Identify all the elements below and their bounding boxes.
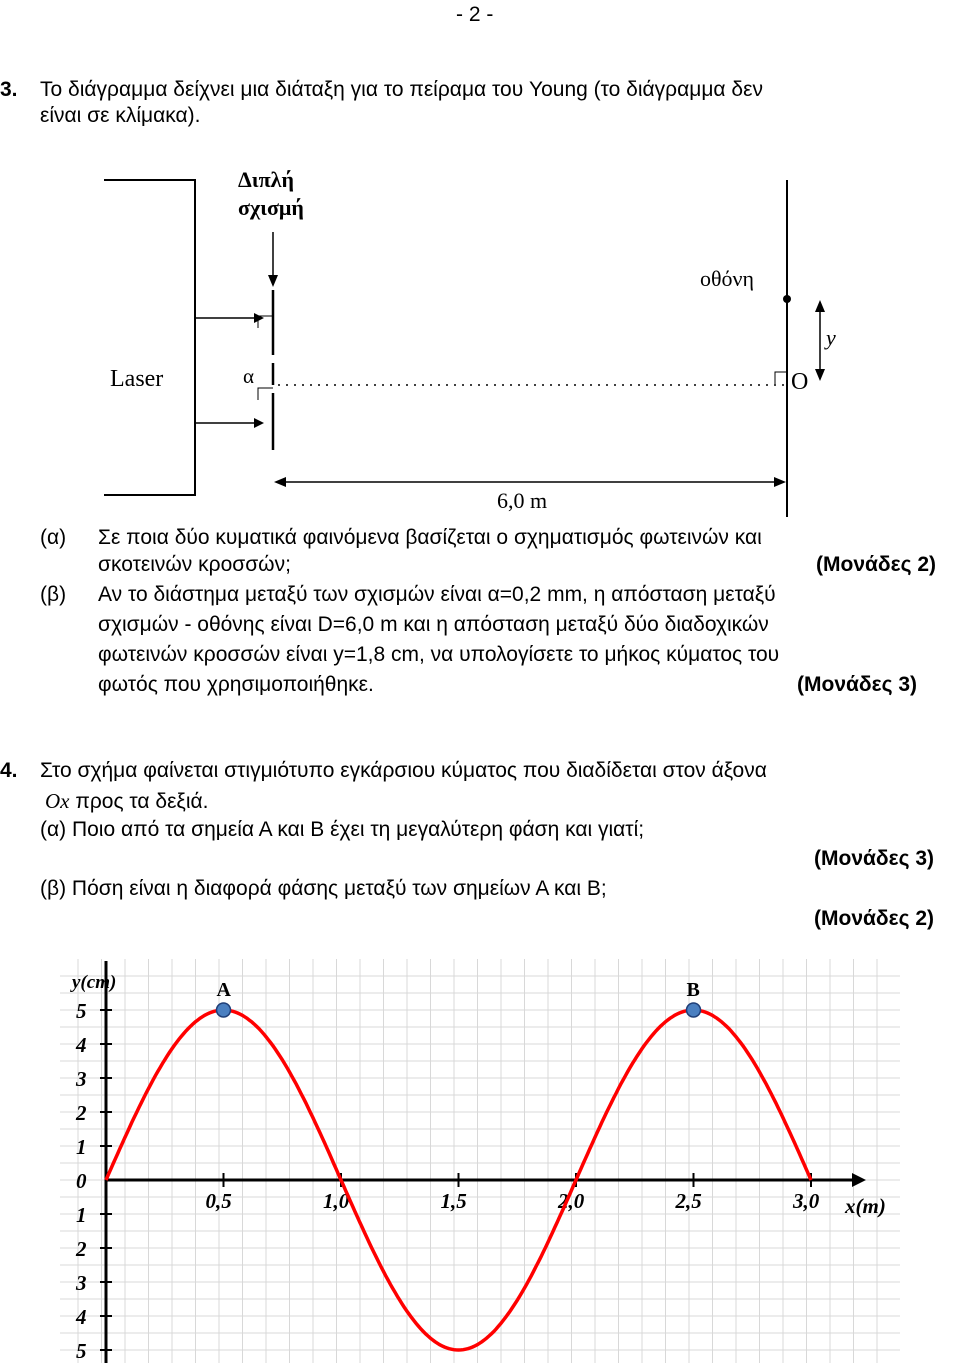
q3a-points: (Μονάδες 2) bbox=[816, 553, 937, 576]
x-tick-label: 1,0 bbox=[323, 1189, 350, 1213]
q3b-line1: Αν το διάστημα μεταξύ των σχισμών είναι α=0,2 mm, η απόσταση μεταξύ bbox=[98, 583, 776, 606]
screen-label: οθόνη bbox=[700, 266, 754, 291]
young-experiment-diagram bbox=[0, 160, 960, 520]
q3b-line2: σχισμών - οθόνης είναι D=6,0 m και η απόσταση μεταξύ δύο διαδοχικών bbox=[98, 613, 769, 636]
x-tick-label: 0,5 bbox=[205, 1189, 232, 1213]
x-axis-label: x(m) bbox=[845, 1194, 886, 1218]
y-tick-label: 1 bbox=[76, 1203, 87, 1227]
q3b-points: (Μονάδες 3) bbox=[797, 673, 918, 696]
alpha-label: α bbox=[243, 364, 255, 388]
q3a-tag: (α) bbox=[40, 526, 67, 549]
q3a-line1: Σε ποια δύο κυματικά φαινόμενα βασίζεται ο σχηματισμός φωτεινών και bbox=[98, 526, 762, 549]
q4-line2 bbox=[45, 788, 208, 815]
slit-label-2: σχισμή bbox=[238, 195, 304, 220]
x-tick-label: 3,0 bbox=[793, 1189, 820, 1213]
screen-point bbox=[783, 295, 791, 303]
y-label: y bbox=[826, 325, 836, 350]
slit-label-1: Διπλή bbox=[238, 167, 294, 192]
y-tick-label: 2 bbox=[76, 1101, 87, 1125]
y-tick-label: 3 bbox=[76, 1067, 87, 1091]
q3b-line4: φωτός που χρησιμοποιήθηκε. bbox=[98, 673, 374, 696]
y-tick-label: 5 bbox=[76, 1339, 87, 1363]
y-axis-label: y(cm) bbox=[72, 972, 117, 993]
y-tick-label-zero: 0 bbox=[76, 1169, 87, 1193]
point-label-B: B bbox=[686, 979, 700, 1001]
y-tick-label: 4 bbox=[76, 1305, 87, 1329]
q3-line1: Το διάγραμμα δείχνει μια διάταξη για το πείραμα του Young (το διάγραμμα δεν bbox=[40, 78, 763, 101]
point-B bbox=[687, 1003, 701, 1017]
point-label-A: A bbox=[216, 979, 231, 1001]
laser-box bbox=[104, 180, 195, 495]
laser-label: Laser bbox=[110, 366, 164, 392]
q3b-tag: (β) bbox=[40, 583, 67, 606]
q3b-line3: φωτεινών κροσσών είναι y=1,8 cm, να υπολογίσετε το μήκος κύματος του bbox=[98, 643, 780, 666]
y-tick-label: 5 bbox=[76, 999, 87, 1023]
page-number: - 2 - bbox=[456, 3, 494, 26]
q4-line2-rest: προς τα δεξιά. bbox=[69, 790, 209, 813]
q4a-text: (α) Ποιο από τα σημεία Α και Β έχει τη μεγαλύτερη φάση και γιατί; bbox=[40, 818, 645, 841]
q4b-points: (Μονάδες 2) bbox=[814, 907, 935, 930]
y-tick-label: 1 bbox=[76, 1135, 87, 1159]
q4a-points: (Μονάδες 3) bbox=[814, 847, 935, 870]
x-tick-label: 1,5 bbox=[440, 1189, 467, 1213]
q4-line1: Στο σχήμα φαίνεται στιγμιότυπο εγκάρσιου κύματος που διαδίδεται στον άξονα bbox=[40, 759, 767, 782]
y-tick-label: 2 bbox=[76, 1237, 87, 1261]
q3a-line2: σκοτεινών κροσσών; bbox=[98, 553, 291, 576]
q3-line2: είναι σε κλίμακα). bbox=[40, 104, 201, 127]
q4-axis-symbol: Ox bbox=[45, 789, 70, 813]
q4b-text: (β) Πόση είναι η διαφορά φάσης μεταξύ των σημείων Α και Β; bbox=[40, 877, 607, 900]
y-tick-label: 4 bbox=[76, 1033, 87, 1057]
distance-label: 6,0 m bbox=[497, 488, 548, 513]
q4-number: 4. bbox=[0, 759, 18, 782]
wave-chart bbox=[0, 951, 960, 1371]
x-axis-arrow bbox=[852, 1173, 866, 1187]
point-A bbox=[217, 1003, 231, 1017]
x-tick-label: 2,5 bbox=[675, 1189, 702, 1213]
q3-number: 3. bbox=[0, 78, 18, 101]
x-tick-label: 2,0 bbox=[558, 1189, 585, 1213]
o-label: O bbox=[791, 369, 809, 395]
y-tick-label: 3 bbox=[76, 1271, 87, 1295]
